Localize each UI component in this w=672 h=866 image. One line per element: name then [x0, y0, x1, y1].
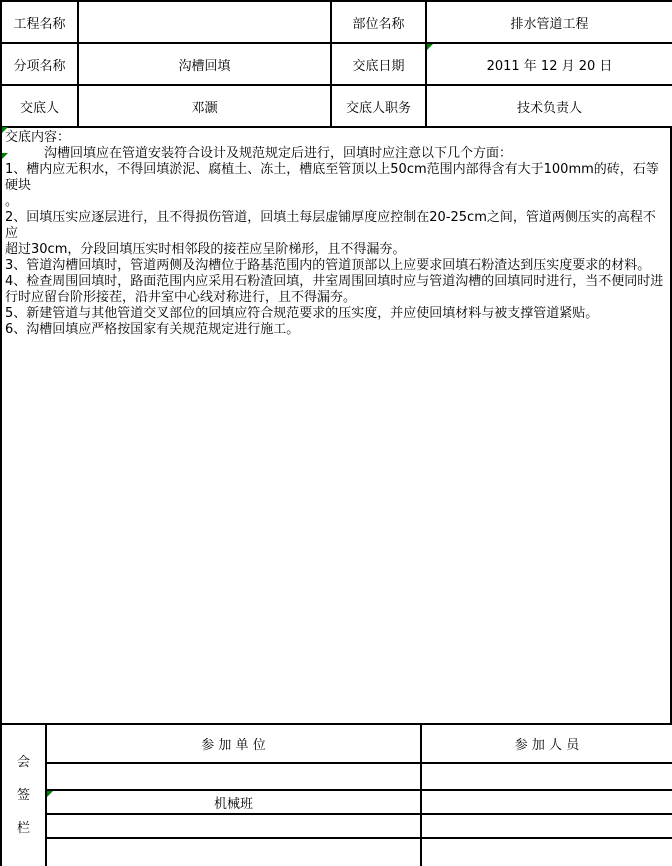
cell-disclosure-date-value[interactable]: 2011 年 12 月 20 日 [426, 43, 672, 85]
table-row [1, 1, 672, 43]
cell-part-name-label[interactable]: 部位名称 [331, 1, 426, 43]
cell-flag-icon [47, 791, 53, 797]
header-info-table [0, 0, 672, 128]
cell-unit-row4[interactable] [46, 838, 421, 866]
cosign-char: 会 [16, 754, 30, 770]
disclosure-content-cell[interactable] [0, 126, 672, 723]
cell-discloser-title-value[interactable]: 技术负责人 [426, 85, 672, 127]
cell-disclosure-date-label[interactable]: 交底日期 [331, 43, 426, 85]
content-line: 1、槽内应无积水，不得回填淤泥、腐植土、冻土，槽底至管顶以上50cm范围内部得含有大于100mm的砖，石等硬块 [5, 162, 659, 193]
cell-discloser-title-label[interactable]: 交底人职务 [331, 85, 426, 127]
content-title: 交底内容： [5, 130, 71, 145]
content-line: 超过30cm，分段回填压实时相邻段的接茬应呈阶梯形，且不得漏夯。 [5, 242, 406, 257]
cell-personnel-row2[interactable] [421, 790, 672, 814]
cell-flag-icon [2, 153, 8, 159]
table-row [1, 790, 672, 814]
content-line: 2、回填压实应逐层进行，且不得损伤管道，回填土每层虚铺厚度应控制在20-25cm之间，管道两侧压实的高程不应 [5, 210, 656, 241]
content-line: 6、沟槽回填应严格按国家有关规范规定进行施工。 [5, 322, 300, 337]
content-line: 行时应留台阶形接茬，沿井室中心线对称进行，且不得漏夯。 [5, 290, 357, 305]
cosign-char: 签 [16, 787, 30, 803]
cell-unit-row2[interactable]: 机械班 [46, 790, 421, 814]
cell-discloser-value[interactable]: 邓灏 [78, 85, 331, 127]
cell-personnel-row3[interactable] [421, 814, 672, 838]
content-line: 5、新建管道与其他管道交叉部位的回填应符合规范要求的压实度，并应使回填材料与被支撑管道紧贴。 [5, 306, 599, 321]
countersign-table [0, 723, 672, 866]
cell-flag-icon [427, 44, 433, 50]
cell-project-name-value[interactable] [78, 1, 331, 43]
cell-unit-row3[interactable] [46, 814, 421, 838]
content-line: 4、检查周围回填时，路面范围内应采用石粉渣回填，井室周围回填时应与管道沟槽的回填同时进行，当不便同时进 [5, 274, 664, 289]
cell-participating-personnel-header[interactable]: 参 加 人 员 [421, 724, 672, 763]
content-line: 。 [5, 194, 19, 209]
cosign-vertical-label [2, 756, 45, 836]
cell-project-name-label[interactable]: 工程名称 [1, 1, 78, 43]
table-row [1, 814, 672, 838]
cell-participating-unit-header[interactable]: 参 加 单 位 [46, 724, 421, 763]
table-row [1, 724, 672, 763]
cell-part-name-value[interactable]: 排水管道工程 [426, 1, 672, 43]
cell-unit-row1[interactable] [46, 763, 421, 790]
table-row [1, 85, 672, 127]
cell-subitem-name-label[interactable]: 分项名称 [1, 43, 78, 85]
content-line: 3、管道沟槽回填时，管道两侧及沟槽位于路基范围内的管道顶部以上应要求回填石粉渣达到压实度要求的材料。 [5, 258, 651, 273]
cell-personnel-row1[interactable] [421, 763, 672, 790]
cell-flag-icon [2, 127, 8, 133]
content-line: 沟槽回填应在管道安装符合设计及规范规定后进行，回填时应注意以下几个方面： [5, 146, 513, 161]
table-row [1, 763, 672, 790]
cell-discloser-label[interactable]: 交底人 [1, 85, 78, 127]
table-row [1, 43, 672, 85]
cosign-label-cell[interactable] [1, 724, 46, 866]
table-row [1, 838, 672, 866]
cell-subitem-name-value[interactable]: 沟槽回填 [78, 43, 331, 85]
cosign-char: 栏 [16, 820, 30, 836]
cell-personnel-row4[interactable] [421, 838, 672, 866]
